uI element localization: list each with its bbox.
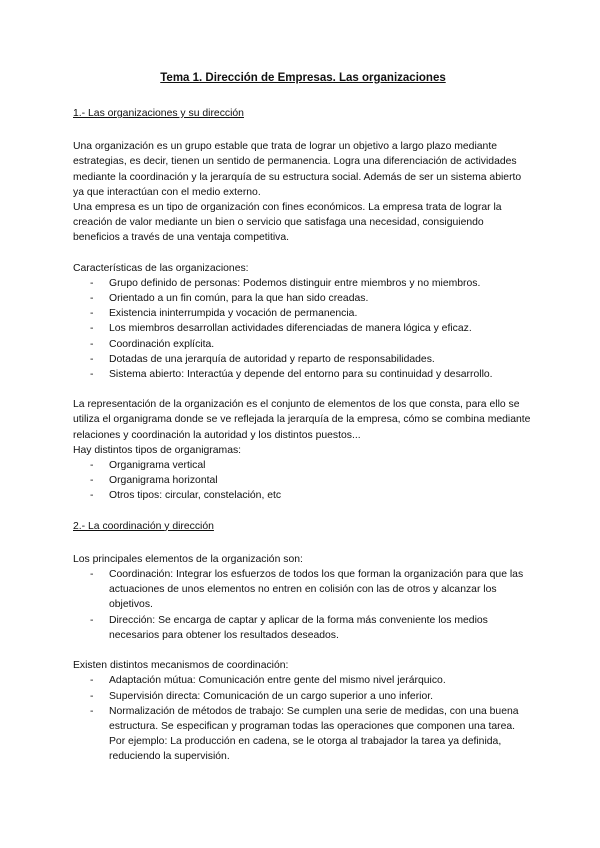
list-item: - Normalización de métodos de trabajo: Se cumplen una serie de medidas, con una buena estructura. Se especifican y programan todas las operaciones que componen una tarea. Por ejemplo: La producción en cadena, se le otorga al trabajador la tarea ya definida, reduciendo la supervisión. bbox=[90, 704, 533, 765]
elements-list bbox=[73, 567, 533, 643]
list-item: - Supervisión directa: Comunicación de un cargo superior a uno inferior. bbox=[90, 689, 533, 704]
characteristics-list bbox=[73, 276, 533, 382]
list-item: - Los miembros desarrollan actividades diferenciadas de manera lógica y eficaz. bbox=[90, 321, 533, 336]
list-item: - Existencia ininterrumpida y vocación de permanencia. bbox=[90, 306, 533, 321]
organigram-types-intro: Hay distintos tipos de organigramas: bbox=[73, 444, 242, 456]
section-2-heading: 2.- La coordinación y dirección bbox=[73, 520, 214, 532]
list-item: - Organigrama vertical bbox=[90, 458, 533, 473]
list-item: - Sistema abierto: Interactúa y depende del entorno para su continuidad y desarrollo. bbox=[90, 367, 533, 382]
list-item: - Grupo definido de personas: Podemos distinguir entre miembros y no miembros. bbox=[90, 276, 533, 291]
list-item: - Otros tipos: circular, constelación, etc bbox=[90, 488, 533, 503]
elements-intro: Los principales elementos de la organización son: bbox=[73, 553, 303, 565]
characteristics-intro: Características de las organizaciones: bbox=[73, 262, 249, 274]
list-item: - Adaptación mútua: Comunicación entre gente del mismo nivel jerárquico. bbox=[90, 673, 533, 688]
section-1-heading: 1.- Las organizaciones y su dirección bbox=[73, 108, 244, 119]
list-item: - Dirección: Se encarga de captar y aplicar de la forma más conveniente los medios necesarios para obtener los resultados deseados. bbox=[90, 613, 533, 643]
list-item: - Coordinación: Integrar los esfuerzos de todos los que forman la organización para que las actuaciones de unos elementos no entren en colisión con las de otros y alcanzar los objetivos. bbox=[90, 567, 533, 613]
document-content bbox=[73, 71, 533, 765]
organization-definition-paragraph: Una organización es un grupo estable que trata de lograr un objetivo a largo plazo mediante estrategias, es decir, tienen un sentido de permanencia. Logra una diferenciación de actividades mediante la coordinación y la jerarquía de su estructura social. Además de ser un sistema abierto ya que interactúan con el medio externo. bbox=[73, 141, 522, 198]
list-item: - Dotadas de una jerarquía de autoridad y reparto de responsabilidades. bbox=[90, 352, 533, 367]
list-item: - Coordinación explícita. bbox=[90, 337, 533, 352]
document-title: Tema 1. Dirección de Empresas. Las organizaciones bbox=[160, 72, 446, 84]
list-item: - Organigrama horizontal bbox=[90, 473, 533, 488]
organigram-paragraph: La representación de la organización es el conjunto de elementos de los que consta, para ello se utiliza el organigrama donde se ve reflejada la jerarquía de la empresa, cómo se combina mediante relaciones y coordinación la autoridad y los distintos puestos... bbox=[73, 399, 531, 441]
company-definition-paragraph: Una empresa es un tipo de organización con fines económicos. La empresa trata de lograr la creación de valor mediante un bien o servicio que satisfaga una necesidad, consiguiendo beneficios a través de una ventaja competitiva. bbox=[73, 202, 502, 244]
list-item: - Orientado a un fin común, para la que han sido creadas. bbox=[90, 291, 533, 306]
mechanisms-list bbox=[73, 673, 533, 764]
mechanisms-intro: Existen distintos mecanismos de coordinación: bbox=[73, 660, 289, 672]
organigram-types-list bbox=[73, 458, 533, 504]
